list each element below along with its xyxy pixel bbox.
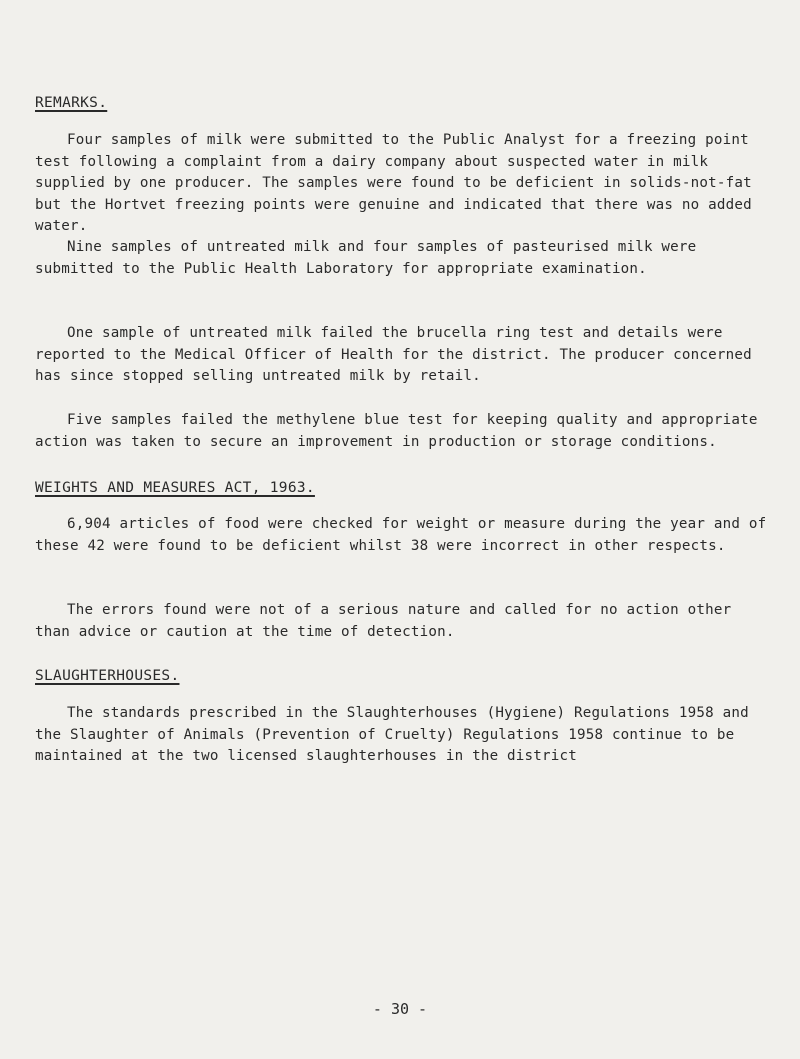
remarks-heading: REMARKS. (35, 95, 108, 111)
page-number: - 30 - (372, 1000, 428, 1018)
remarks-paragraph-2: Nine samples of untreated milk and four samples of pasteurised milk were submitted to the Public Health Laboratory for appropriate examination. (35, 239, 697, 277)
remarks-paragraph-1: Four samples of milk were submitted to the Public Analyst for a freezing point test following a complaint from a dairy company about suspected water in milk supplied by one producer. The samples were found to be deficient in solids-not-fat but the Hortvet freezing points were genuine and indicated that there was no added water. (35, 132, 752, 234)
weights-paragraph-2: The errors found were not of a serious nature and called for no action other than advice or caution at the time of detection. (35, 602, 732, 640)
weights-paragraph-1: 6,904 articles of food were checked for weight or measure during the year and of these 42 were found to be deficient whilst 38 were incorrect in other respects. (35, 516, 767, 554)
slaughterhouses-heading: SLAUGHTERHOUSES. (35, 668, 180, 684)
weights-heading: WEIGHTS AND MEASURES ACT, 1963. (35, 480, 315, 496)
remarks-paragraph-4: Five samples failed the methylene blue test for keeping quality and appropriate action was taken to secure an improvement in production or storage conditions. (35, 412, 758, 450)
remarks-paragraph-3: One sample of untreated milk failed the brucella ring test and details were reported to the Medical Officer of Health for the district. The producer concerned has since stopped selling untreated milk by retail. (35, 325, 752, 384)
slaughterhouses-paragraph-1: The standards prescribed in the Slaughterhouses (Hygiene) Regulations 1958 and the Slaughter of Animals (Prevention of Cruelty) Regulations 1958 continue to be maintained at the two licensed slaughterhouses in the district (35, 705, 749, 764)
